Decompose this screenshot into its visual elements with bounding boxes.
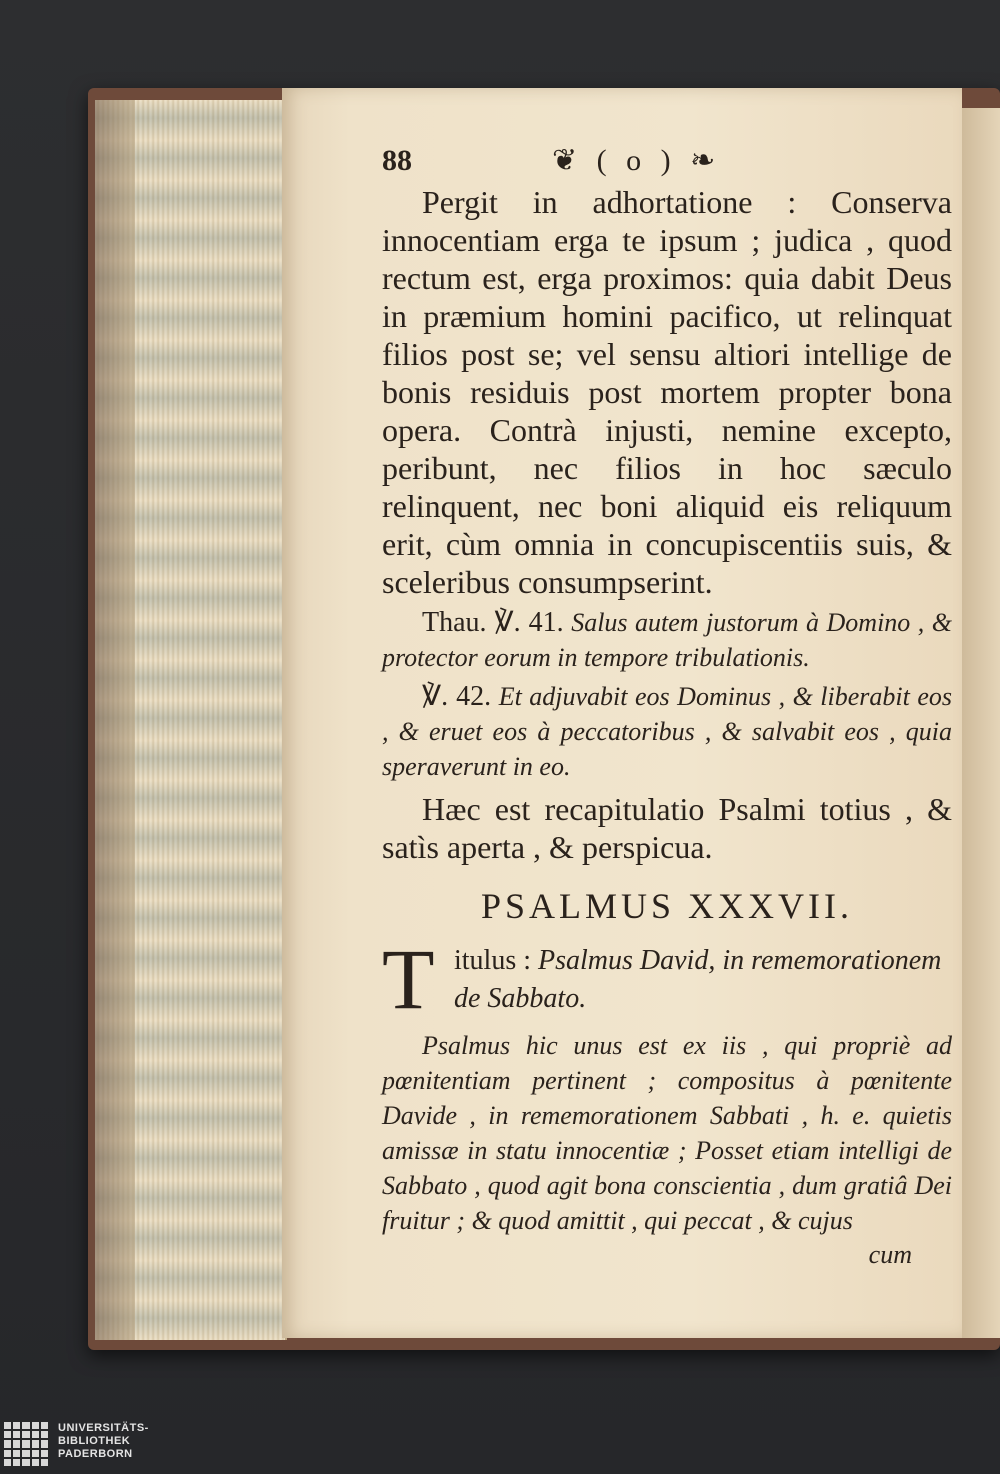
verse-41-label: Thau. ℣. 41. xyxy=(422,607,564,638)
logo-line-2: BIBLIOTHEK xyxy=(58,1435,131,1447)
titulus-label: itulus : xyxy=(454,945,532,976)
page-edges xyxy=(95,100,287,1340)
paragraph-summary: Hæc est recapitulatio Psalmi totius , & satìs aperta , & perspicua. xyxy=(382,791,952,865)
verse-41 xyxy=(382,605,952,675)
logo-line-1: UNIVERSITÄTS- xyxy=(58,1422,149,1434)
library-logo xyxy=(4,1422,149,1466)
psalm-titulus xyxy=(382,931,952,1027)
verse-42-label: ℣. 42. xyxy=(422,681,492,712)
header-ornament: ❦ ( o ) ❧ xyxy=(552,144,722,177)
logo-line-3: PADERBORN xyxy=(58,1448,133,1460)
page-number: 88 xyxy=(382,144,412,177)
verse-41-text: Salus autem justorum à Domino , & protector eorum in tempore tribulationis. xyxy=(382,608,953,672)
drop-cap: T xyxy=(382,931,435,1027)
library-logo-icon xyxy=(4,1422,48,1466)
psalm-commentary: Psalmus hic unus est ex iis , qui propriè ad pœnitentiam pertinent ; compositus à pœnitente Davide , in rememorationem Sabbati , h. e. quietis amissæ in statu innocentiæ ; Posset etiam intelligi de Sabbato , quod agit bona conscientia , dum gratiâ Dei fruitur ; & quod amittit , qui peccat , & cujus xyxy=(382,1031,952,1235)
catchword: cum xyxy=(868,1240,912,1269)
library-logo-text xyxy=(58,1422,149,1461)
titulus-text: Psalmus David, in rememorationem de Sabbato. xyxy=(454,945,942,1014)
page-content xyxy=(382,143,952,1270)
psalm-heading: PSALMUS XXXVII. xyxy=(480,886,854,926)
verse-42-text: Et adjuvabit eos Dominus , & liberabit eos , & eruet eos à peccatoribus , & salvabit eos , quia speraverunt in eo. xyxy=(382,682,953,781)
page-header xyxy=(382,143,952,183)
paragraph-exhortation: Pergit in adhortatione : Conserva innocentiam erga te ipsum ; judica , quod rectum est, erga proximos: quia dabit Deus in præmium homini pacifico, ut relinquat filios post se; vel sensu altiori intellige de bonis residuis post mortem propter bona opera. Contrà injusti, nemine excepto, peribunt, nec filios in hoc sæculo relinquent, nec boni aliquid eis reliquum erit, cùm omnia in concupiscentiis suis, & sceleribus consumpserint. xyxy=(382,184,952,600)
verse-42 xyxy=(382,679,952,784)
facing-page-edge xyxy=(958,108,1000,1338)
book-page xyxy=(282,88,962,1338)
